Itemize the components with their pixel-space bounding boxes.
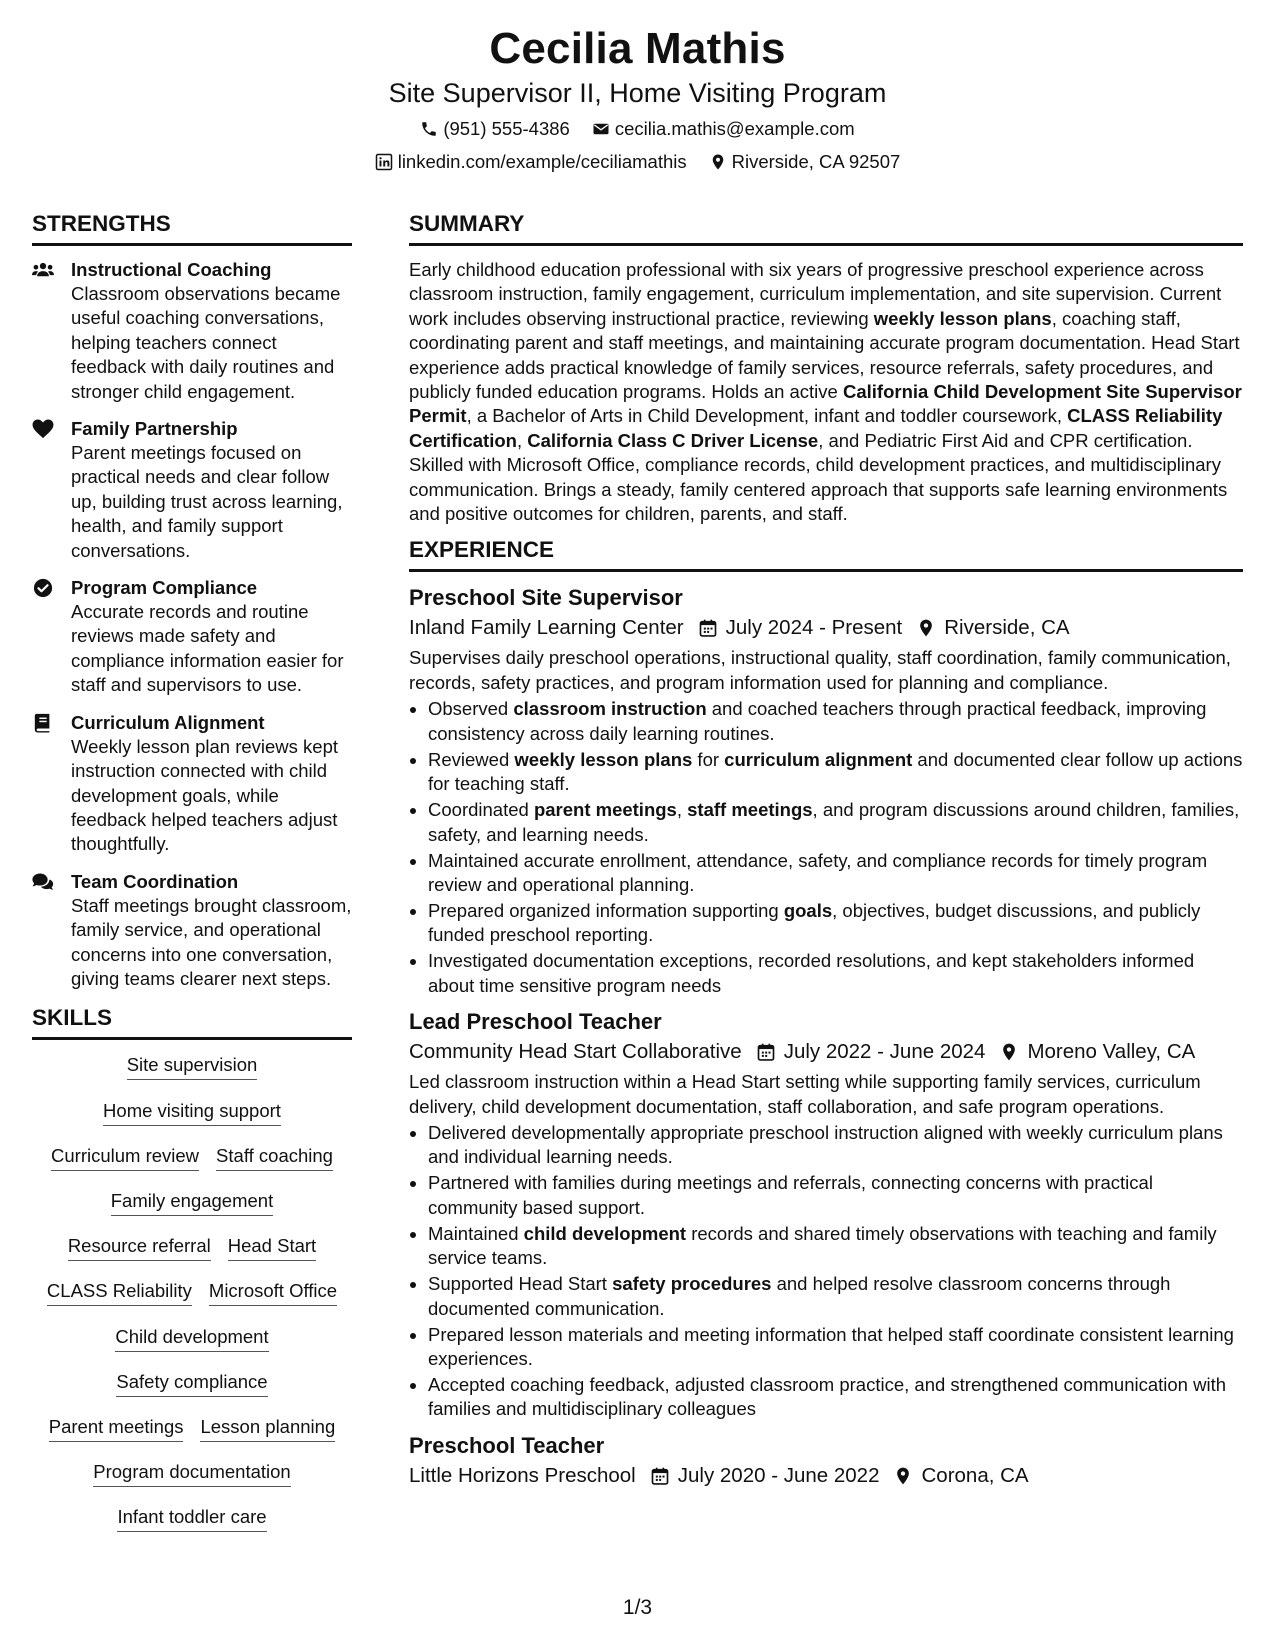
skill-tag: Child development xyxy=(115,1325,268,1352)
strength-item xyxy=(32,258,352,404)
skill-tag: Family engagement xyxy=(111,1189,273,1216)
phone-text: (951) 555-4386 xyxy=(443,118,570,139)
bold-keyword: weekly lesson plans xyxy=(873,307,1052,329)
envelope-icon xyxy=(592,120,610,138)
text-segment: Early childhood education professional with six years of progressive preschool experience across classroom instruction, family engagement, curriculum implementation, and site supervision. Current work includes observing instructional practice, reviewing xyxy=(409,259,1222,329)
strength-name: Instructional Coaching xyxy=(71,259,272,280)
job-dates: July 2022 - June 2024 xyxy=(783,1040,986,1064)
bullet-item xyxy=(428,899,1243,948)
text-segment: Supported Head Start xyxy=(428,1273,613,1295)
summary-section xyxy=(409,210,1243,526)
job-entry xyxy=(409,584,1243,998)
bullet-item xyxy=(428,1171,1243,1220)
candidate-name: Cecilia Mathis xyxy=(489,24,786,73)
strength-desc: Staff meetings brought classroom, family service, and operational concerns into one conversation, giving teams clearer next steps. xyxy=(71,894,352,989)
job-bullets xyxy=(409,697,1243,998)
left-column xyxy=(32,210,352,1541)
bullet-item xyxy=(428,849,1243,898)
text-segment: and helped resolve classroom concerns through documented communication. xyxy=(428,1273,1171,1319)
text-segment: records and shared timely observations with teaching and family service teams. xyxy=(428,1222,1217,1269)
bold-keyword: classroom instruction xyxy=(513,698,707,720)
text-segment: Maintained accurate enrollment, attendance, safety, and compliance records for timely program review and operational planning. xyxy=(428,849,1208,895)
skill-row xyxy=(32,1361,352,1406)
text-segment: Reviewed xyxy=(428,748,515,770)
text-segment: and documented clear follow up actions for teaching staff. xyxy=(428,748,1243,795)
bold-keyword: staff meetings xyxy=(687,799,813,821)
job-location: Riverside, CA xyxy=(944,616,1070,640)
text-segment: , xyxy=(516,429,528,451)
contact-row-2 xyxy=(0,150,1275,174)
job-location: Corona, CA xyxy=(921,1463,1029,1487)
contact-linkedin[interactable] xyxy=(375,150,687,174)
text-segment: Prepared organized information supporting xyxy=(428,899,784,921)
resume-header xyxy=(0,22,1275,174)
strength-item xyxy=(32,576,352,698)
strength-name: Curriculum Alignment xyxy=(71,711,265,733)
skill-tag: CLASS Reliability xyxy=(47,1279,192,1306)
users-icon xyxy=(32,260,54,280)
skill-tag: Head Start xyxy=(228,1234,316,1261)
map-pin-icon xyxy=(916,618,936,638)
contact-email[interactable] xyxy=(592,117,855,141)
bullet-item xyxy=(428,1222,1243,1271)
experience-section xyxy=(409,536,1243,1489)
map-pin-icon xyxy=(999,1042,1019,1062)
map-pin-icon xyxy=(709,153,727,171)
job-description: Led classroom instruction within a Head Start setting while supporting family services, curriculum delivery, child development documentation, staff collaboration, and safe program operations. xyxy=(409,1071,1201,1117)
job-dates: July 2020 - June 2022 xyxy=(677,1463,880,1487)
bullet-item xyxy=(428,1323,1243,1372)
text-segment: , and program discussions around children, families, safety, and learning needs. xyxy=(428,799,1240,845)
bold-keyword: safety procedures xyxy=(612,1273,772,1295)
text-segment: Accepted coaching feedback, adjusted classroom practice, and strengthened communication with families and multidisciplinary colleagues xyxy=(428,1373,1227,1420)
bold-keyword: CLASS Reliability Certification xyxy=(409,405,1223,451)
right-column xyxy=(409,210,1243,1500)
bullet-item xyxy=(428,798,1243,847)
summary-text xyxy=(409,258,1243,526)
strength-desc: Accurate records and routine reviews made safety and compliance information easier for staff and supervisors to use. xyxy=(71,601,344,696)
contact-location xyxy=(709,150,901,174)
text-segment: , objectives, budget discussions, and publicly funded preschool reporting. xyxy=(428,899,1201,946)
job-title: Preschool Teacher xyxy=(409,1432,605,1458)
strength-item xyxy=(32,417,352,563)
strengths-section xyxy=(32,210,352,991)
bold-keyword: child development xyxy=(523,1222,687,1244)
text-segment: Investigated documentation exceptions, recorded resolutions, and kept stakeholders informed about time sensitive program needs xyxy=(428,950,1195,996)
bold-keyword: goals xyxy=(783,899,833,921)
map-pin-icon xyxy=(893,1466,913,1486)
bold-keyword: curriculum alignment xyxy=(724,748,913,770)
strength-item xyxy=(32,870,352,992)
skill-tag: Lesson planning xyxy=(200,1415,335,1442)
location-text: Riverside, CA 92507 xyxy=(731,151,901,172)
email-text[interactable]: cecilia.mathis@example.com xyxy=(614,118,855,139)
heart-icon xyxy=(32,419,54,439)
calendar-icon xyxy=(650,1466,670,1486)
skill-tag: Staff coaching xyxy=(216,1144,333,1171)
job-title: Preschool Site Supervisor xyxy=(409,585,683,611)
text-segment: Observed xyxy=(428,698,514,720)
bullet-item xyxy=(428,1373,1243,1422)
skill-tag: Infant toddler care xyxy=(117,1505,266,1532)
text-segment: , a Bachelor of Arts in Child Development, infant and toddler coursework, xyxy=(466,405,1068,427)
bold-keyword: California Class C Driver License xyxy=(527,429,819,451)
text-segment: Delivered developmentally appropriate preschool instruction aligned with weekly curriculum plans and individual learning needs. xyxy=(428,1121,1223,1168)
contact-row-1 xyxy=(0,117,1275,141)
job-dates: July 2024 - Present xyxy=(725,616,903,640)
text-segment: , coaching staff, coordinating parent and staff meetings, and maintaining accurate program documentation. Head Start experience adds practical knowledge of family services, resource referrals, safety procedures, and publicly funded education programs. Holds an active xyxy=(409,307,1240,403)
skill-row xyxy=(32,1225,352,1270)
linkedin-text[interactable]: linkedin.com/example/ceciliamathis xyxy=(397,151,687,172)
strength-name: Program Compliance xyxy=(71,577,258,599)
text-segment: , and Pediatric First Aid and CPR certification. Skilled with Microsoft Office, compliance records, child development practices, and multidisciplinary communication. Brings a steady, family centered approach that supports safe learning environments and positive outcomes for children, parents, and staff. xyxy=(409,429,1228,525)
skill-row xyxy=(32,1180,352,1225)
strength-name: Family Partnership xyxy=(71,418,238,440)
text-segment: Maintained xyxy=(428,1222,524,1244)
bold-keyword: California Child Development Site Supervisor Permit xyxy=(409,381,1242,427)
candidate-title: Site Supervisor II, Home Visiting Program xyxy=(388,78,887,108)
bullet-item xyxy=(428,1272,1243,1321)
skill-tag: Microsoft Office xyxy=(209,1279,337,1306)
job-bullets xyxy=(409,1121,1243,1422)
job-entry xyxy=(409,1008,1243,1422)
skill-row xyxy=(32,1451,352,1496)
job-meta xyxy=(409,1462,1243,1490)
text-segment: Prepared lesson materials and meeting information that helped staff coordinate consistent learning experiences. xyxy=(428,1323,1234,1369)
strength-name: Team Coordination xyxy=(71,870,239,892)
book-icon xyxy=(32,713,54,733)
skill-row xyxy=(32,1315,352,1360)
summary-heading: SUMMARY xyxy=(409,210,1243,246)
strength-desc: Classroom observations became useful coaching conversations, helping teachers connect feedback with daily routines and stronger child engagement. xyxy=(71,283,341,402)
skill-tag: Curriculum review xyxy=(51,1144,199,1171)
skills-section xyxy=(32,1004,352,1541)
phone-icon xyxy=(420,120,438,138)
skill-tag: Site supervision xyxy=(127,1053,258,1080)
strength-desc: Parent meetings focused on practical needs and clear follow up, building trust across learning, health, and family support conversations. xyxy=(71,442,343,561)
bold-keyword: parent meetings xyxy=(533,799,677,821)
skill-row xyxy=(32,1496,352,1541)
strength-desc: Weekly lesson plan reviews kept instruction connected with child development goals, while feedback helped teachers adjust thoughtfully. xyxy=(71,735,339,855)
bullet-item xyxy=(428,748,1243,797)
text-segment: and coached teachers through practical feedback, improving consistency across daily learning routines. xyxy=(428,698,1207,744)
job-description: Supervises daily preschool operations, instructional quality, staff coordination, family communication, records, safety practices, and program information used for planning and compliance. xyxy=(409,647,1231,693)
text-segment: , xyxy=(676,799,688,821)
bold-keyword: weekly lesson plans xyxy=(514,748,693,770)
skill-tag: Parent meetings xyxy=(49,1415,184,1442)
skill-row xyxy=(32,1270,352,1315)
bullet-item xyxy=(428,949,1243,998)
bullet-item xyxy=(428,1121,1243,1170)
job-location: Moreno Valley, CA xyxy=(1027,1040,1196,1064)
experience-heading: EXPERIENCE xyxy=(409,536,1243,572)
text-segment: Coordinated xyxy=(428,799,534,821)
job-company: Little Horizons Preschool xyxy=(409,1463,636,1487)
linkedin-icon xyxy=(375,153,393,171)
job-meta xyxy=(409,1038,1243,1066)
text-segment: Partnered with families during meetings and referrals, connecting concerns with practical community based support. xyxy=(428,1172,1153,1218)
skills-heading: SKILLS xyxy=(32,1004,352,1040)
skill-tag: Resource referral xyxy=(68,1234,211,1261)
job-title: Lead Preschool Teacher xyxy=(409,1009,662,1035)
calendar-icon xyxy=(698,618,718,638)
strength-item xyxy=(32,711,352,857)
bullet-item xyxy=(428,697,1243,746)
check-circle-icon xyxy=(32,578,54,598)
skill-row xyxy=(32,1135,352,1180)
comments-icon xyxy=(32,872,54,892)
job-entry xyxy=(409,1432,1243,1490)
job-company: Community Head Start Collaborative xyxy=(409,1040,742,1064)
contact-phone xyxy=(420,117,570,141)
skill-tag: Program documentation xyxy=(93,1460,290,1487)
skill-row xyxy=(32,1406,352,1451)
text-segment: for xyxy=(692,748,725,770)
skill-tag: Home visiting support xyxy=(103,1099,281,1126)
job-meta xyxy=(409,614,1243,642)
page-number: 1/3 xyxy=(622,1596,653,1619)
job-company: Inland Family Learning Center xyxy=(409,616,684,640)
skill-tag: Safety compliance xyxy=(116,1370,267,1397)
skill-row xyxy=(32,1090,352,1135)
strengths-heading: STRENGTHS xyxy=(32,210,352,246)
calendar-icon xyxy=(756,1042,776,1062)
skill-row xyxy=(32,1044,352,1089)
